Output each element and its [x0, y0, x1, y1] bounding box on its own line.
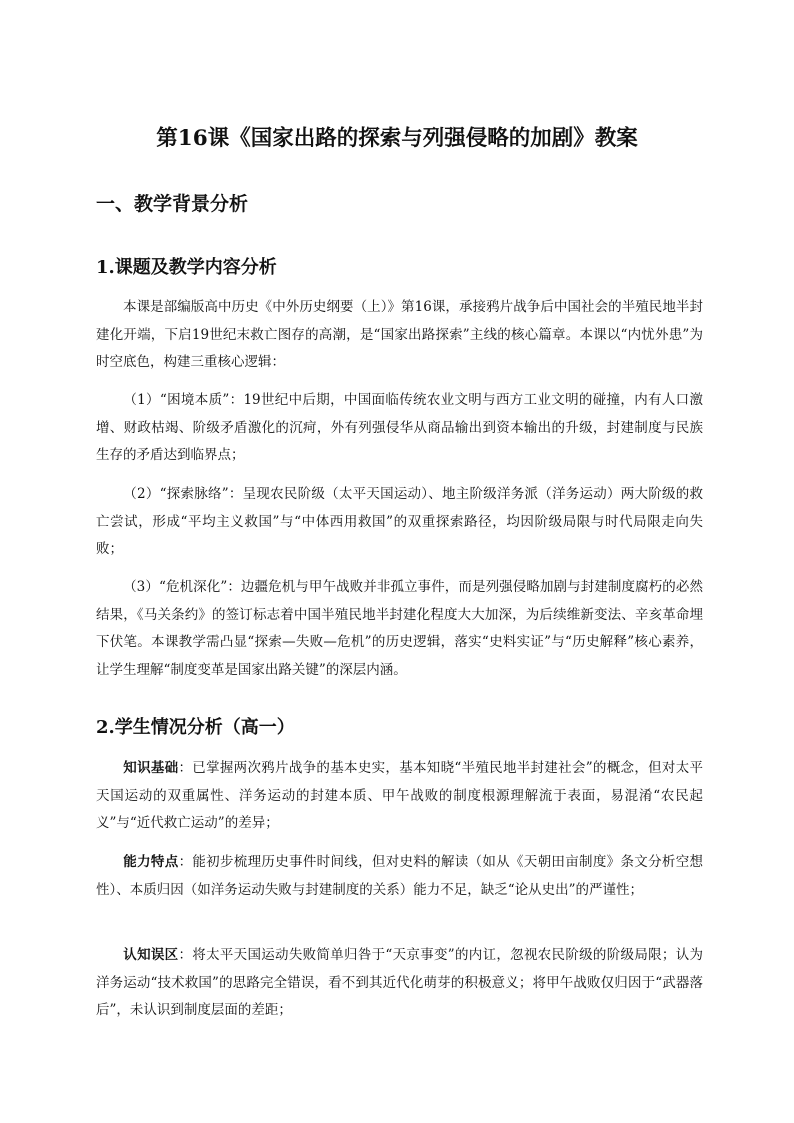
paragraph-text: ：已掌握两次鸦片战争的基本史实，基本知晓“半殖民地半封建社会”的概念，但对太平天国运动的双重属性、洋务运动的封建本质、甲午战败的制度根源理解流于表面，易混淆“农民起义”与“近代救亡运动”的差异； — [96, 760, 703, 831]
paragraph-point-2 — [96, 481, 703, 564]
paragraph-misconceptions — [96, 942, 703, 1025]
paragraph-label: 能力特点 — [123, 854, 179, 870]
paragraph-text: （3）“危机深化”：边疆危机与甲午战败并非孤立事件，而是列强侵略加剧与封建制度腐朽的必然结果，《马关条约》的签订标志着中国半殖民地半封建化程度大大加深，为后续维新变法、辛亥革命埋下伏笔。本课教学需凸显“探索—失败—危机”的历史逻辑，落实“史料实证”与“历史解释”核心素养，让学生理解“制度变革是国家出路关键”的深层内涵。 — [96, 579, 703, 678]
paragraph-label: 知识基础 — [123, 760, 179, 776]
paragraph-text: ：将太平天国运动失败简单归咎于“天京事变”的内讧，忽视农民阶级的阶级局限；认为洋务运动“技术救国”的思路完全错误，看不到其近代化萌芽的积极意义；将甲午战败仅归因于“武器落后”，未认识到制度层面的差距； — [96, 947, 703, 1018]
paragraph-text: 本课是部编版高中历史《中外历史纲要（上）》第16课，承接鸦片战争后中国社会的半殖民地半封建化开端，下启19世纪末救亡图存的高潮，是“国家出路探索”主线的核心篇章。本课以“内忧外患”为时空底色，构建三重核心逻辑： — [96, 299, 703, 370]
section-heading-background: 一、教学背景分析 — [96, 193, 249, 215]
subheading-topic-analysis: 1.课题及教学内容分析 — [96, 257, 277, 278]
paragraph-topic-intro — [96, 294, 703, 377]
paragraph-ability-traits — [96, 849, 703, 904]
paragraph-text: （1）“困境本质”：19世纪中后期，中国面临传统农业文明与西方工业文明的碰撞，内有人口激增、财政枯竭、阶级矛盾激化的沉疴，外有列强侵华从商品输出到资本输出的升级，封建制度与民族生存的矛盾达到临界点； — [96, 392, 703, 463]
document-title: 第16课《国家出路的探索与列强侵略的加剧》教案 — [156, 126, 638, 151]
paragraph-point-1 — [96, 387, 703, 470]
paragraph-point-3 — [96, 574, 703, 684]
paragraph-text: ：能初步梳理历史事件时间线，但对史料的解读（如从《天朝田亩制度》条文分析空想性）、本质归因（如洋务运动失败与封建制度的关系）能力不足，缺乏“论从史出”的严谨性； — [96, 854, 704, 898]
paragraph-text: （2）“探索脉络”：呈现农民阶级（太平天国运动）、地主阶级洋务派（洋务运动）两大阶级的救亡尝试，形成“平均主义救国”与“中体西用救国”的双重探索路径，均因阶级局限与时代局限走向失败； — [96, 486, 703, 557]
paragraph-knowledge-basis — [96, 755, 703, 838]
paragraph-label: 认知误区 — [123, 947, 179, 963]
subheading-student-analysis: 2.学生情况分析（高一） — [96, 717, 295, 738]
